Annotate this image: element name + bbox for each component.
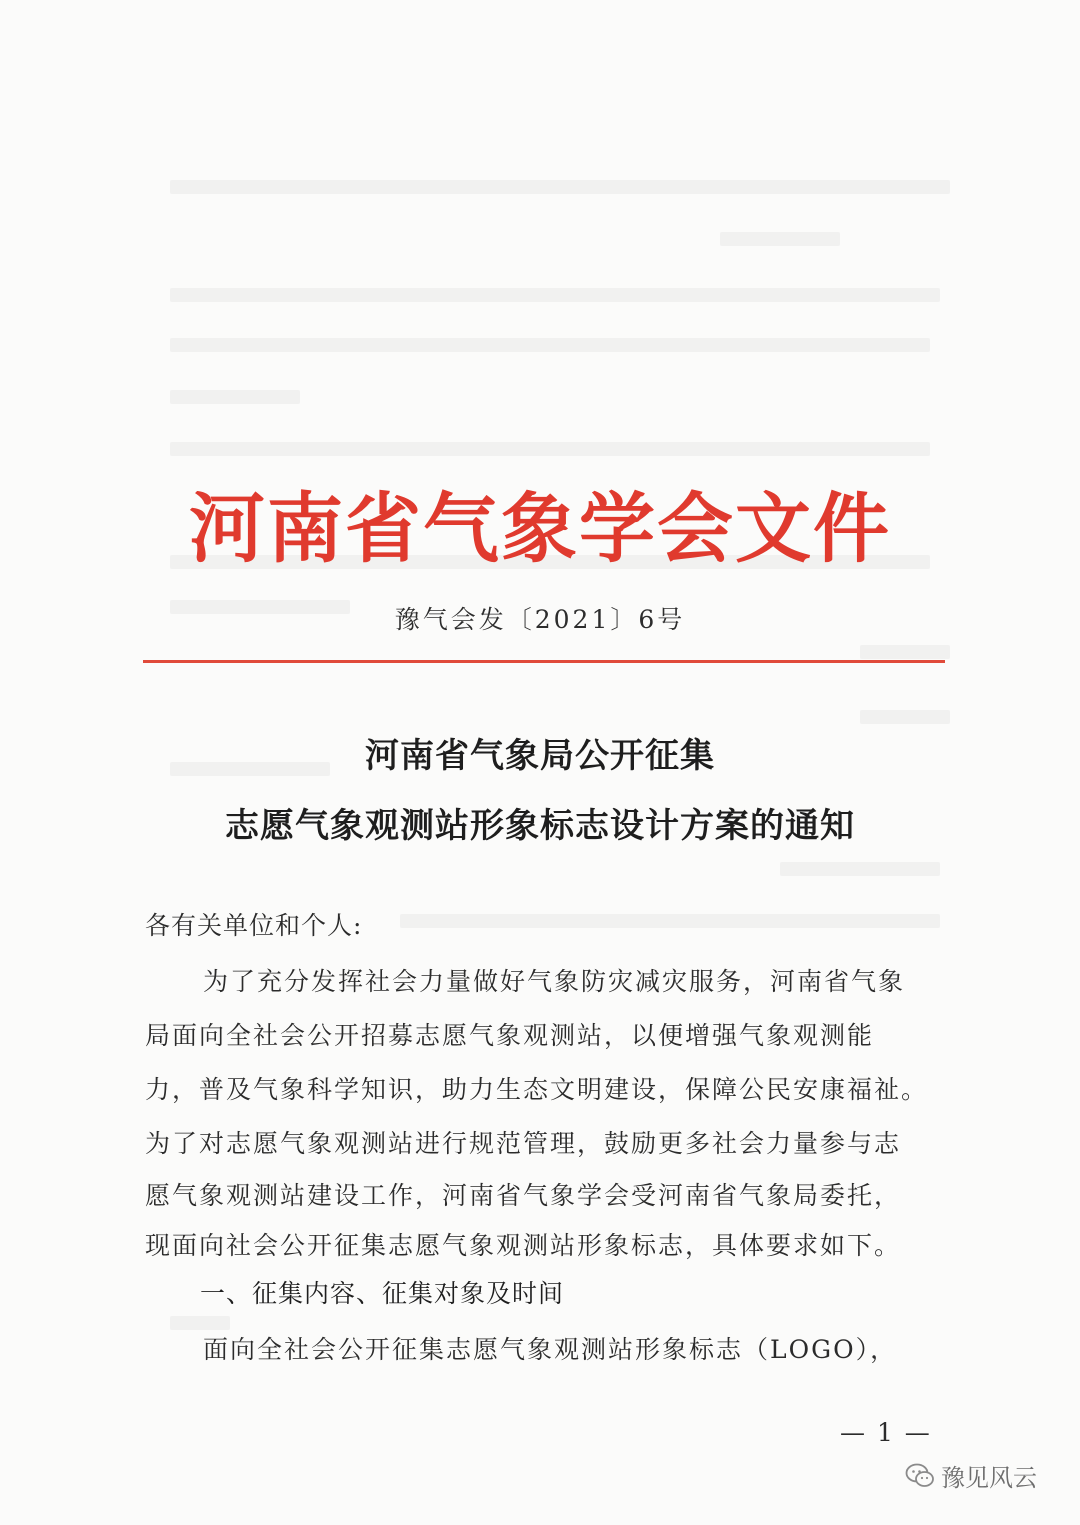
- paragraph-line: 愿气象观测站建设工作，河南省气象学会受河南省气象局委托，: [145, 1181, 902, 1210]
- document-number: 豫气会发〔2021〕6号: [394, 605, 686, 634]
- section-body-line: 面向全社会公开征集志愿气象观测站形象标志（LOGO），: [203, 1335, 898, 1364]
- paragraph-line: 力，普及气象科学知识，助力生态文明建设，保障公民安康福祉。: [145, 1075, 929, 1104]
- paragraph-line: 为了对志愿气象观测站进行规范管理，鼓励更多社会力量参与志: [145, 1129, 902, 1158]
- page-number: — 1 —: [840, 1418, 932, 1447]
- account-watermark: [905, 1458, 1037, 1493]
- paragraph-line: 现面向社会公开征集志愿气象观测站形象标志，具体要求如下。: [145, 1231, 902, 1260]
- wechat-icon: [905, 1463, 935, 1489]
- notice-title-line-2: 志愿气象观测站形象标志设计方案的通知: [225, 806, 855, 846]
- issuer-title: 河南省气象学会文件: [189, 484, 891, 573]
- section-heading: 一、征集内容、征集对象及时间: [200, 1279, 565, 1308]
- watermark-text: 豫见风云: [941, 1464, 1037, 1492]
- paragraph-line: 局面向全社会公开招募志愿气象观测站，以便增强气象观测能: [145, 1021, 875, 1050]
- red-divider-line: [143, 660, 945, 663]
- notice-title-line-1: 河南省气象局公开征集: [365, 736, 715, 776]
- paragraph-line: 为了充分发挥社会力量做好气象防灾减灾服务，河南省气象: [203, 967, 906, 996]
- salutation: 各有关单位和个人:: [145, 911, 363, 940]
